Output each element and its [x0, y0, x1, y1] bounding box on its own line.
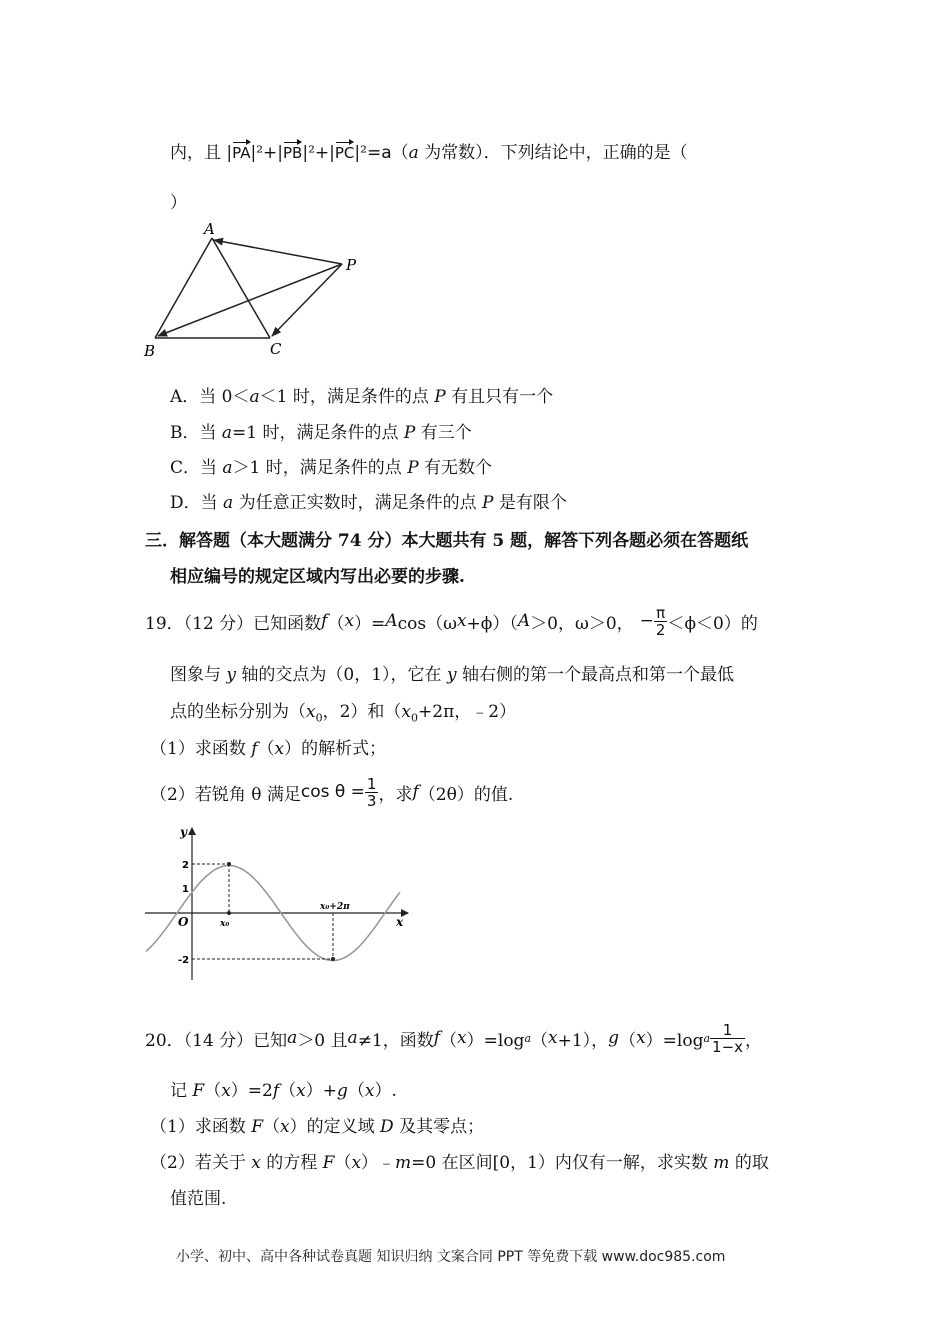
label-x0-plus-2pi: x₀+2π — [320, 902, 350, 912]
label-x: x — [396, 915, 404, 929]
page-footer: 小学、初中、高中各种试卷真题 知识归纳 文案合同 PPT 等免费下载 www.doc985.com — [176, 1249, 726, 1265]
label-p: P — [346, 256, 357, 274]
q18-line1: 内，且 |PA|²+|PB|²+|PC|²=a（a 为常数）．下列结论中，正确的是（ — [170, 138, 688, 163]
label-b: B — [144, 342, 156, 360]
option-d: D．当 a 为任意正实数时，满足条件的点 P 是有限个 — [170, 493, 567, 513]
label-y: y — [180, 825, 187, 839]
q20-part2: （2）若关于 x 的方程 F（x）﹣m=0 在区间[0，1）内仅有一解，求实数 m 的取 — [150, 1153, 769, 1173]
q19-line2: 图象与 y 轴的交点为（0，1），它在 y 轴右侧的第一个最高点和第一个最低 — [170, 665, 734, 685]
max-point — [227, 862, 231, 866]
q20-line1: 20．（14 分）已知 a ＞0 且 a ≠1，函数 f （ x ）=log a （ x +1）， g （ x ）=log a $\frac{1}{1-x}$ ， — [145, 1020, 763, 1056]
q19-line1: 19．（12 分）已知函数 f （ x ）= A cos（ω x +ϕ）（ A ＞0，ω＞0， − $\frac{\pi}{2}$ ＜ϕ＜0）的 — [145, 603, 758, 639]
label-neg2: -2 — [178, 955, 190, 966]
fraction-one-over-one-minus-x: $\frac{1}{1-x}$ — [712, 1020, 744, 1056]
triangle-figure — [140, 218, 380, 363]
q18-line2: ） — [170, 193, 187, 213]
label-2: 2 — [182, 860, 189, 871]
label-a: A — [204, 220, 215, 238]
q20-line2: 记 F（x）=2f（x）+g（x）. — [170, 1081, 397, 1101]
q19-part1: （1）求函数 f（x）的解析式； — [150, 739, 387, 759]
side-ab — [155, 238, 212, 338]
section-heading: 三．解答题（本大题满分 74 分）本大题共有 5 题，解答下列各题必须在答题纸 — [145, 531, 749, 551]
fraction-one-third: $\frac{1}{3}$ — [366, 774, 377, 810]
x0-tick — [227, 911, 231, 915]
q20-part1: （1）求函数 F（x）的定义域 D 及其零点； — [150, 1117, 485, 1137]
vector-line-pa — [214, 240, 342, 264]
label-x0: x₀ — [220, 919, 230, 929]
vector-line-pc — [272, 264, 342, 336]
label-c: C — [270, 340, 282, 358]
option-c: C．当 a＞1 时，满足条件的点 P 有无数个 — [170, 458, 493, 478]
min-point — [331, 957, 335, 961]
vector-pc: PC — [335, 140, 355, 162]
label-1: 1 — [182, 884, 189, 895]
fraction-pi-over-2: $\frac{\pi}{2}$ — [655, 603, 666, 639]
q19-part2: （2）若锐角 θ 满足 cos θ = $\frac{1}{3}$ ，求 f （2θ）的值. — [150, 774, 514, 810]
vector-pa: PA — [232, 140, 250, 162]
option-b: B．当 a=1 时，满足条件的点 P 有三个 — [170, 423, 472, 443]
label-origin: O — [178, 915, 189, 929]
cosine-graph — [140, 822, 415, 982]
option-a: A．当 0＜a＜1 时，满足条件的点 P 有且只有一个 — [170, 387, 554, 407]
q20-part3: 值范围. — [170, 1189, 227, 1209]
q19-line3: 点的坐标分别为（$x_0$，2）和（$x_0+2\pi$，﹣2） — [170, 702, 517, 725]
section-heading-line2: 相应编号的规定区域内写出必要的步骤. — [170, 567, 465, 587]
vector-pb: PB — [283, 140, 302, 162]
side-ac — [212, 238, 270, 338]
vector-line-pb — [158, 264, 342, 336]
